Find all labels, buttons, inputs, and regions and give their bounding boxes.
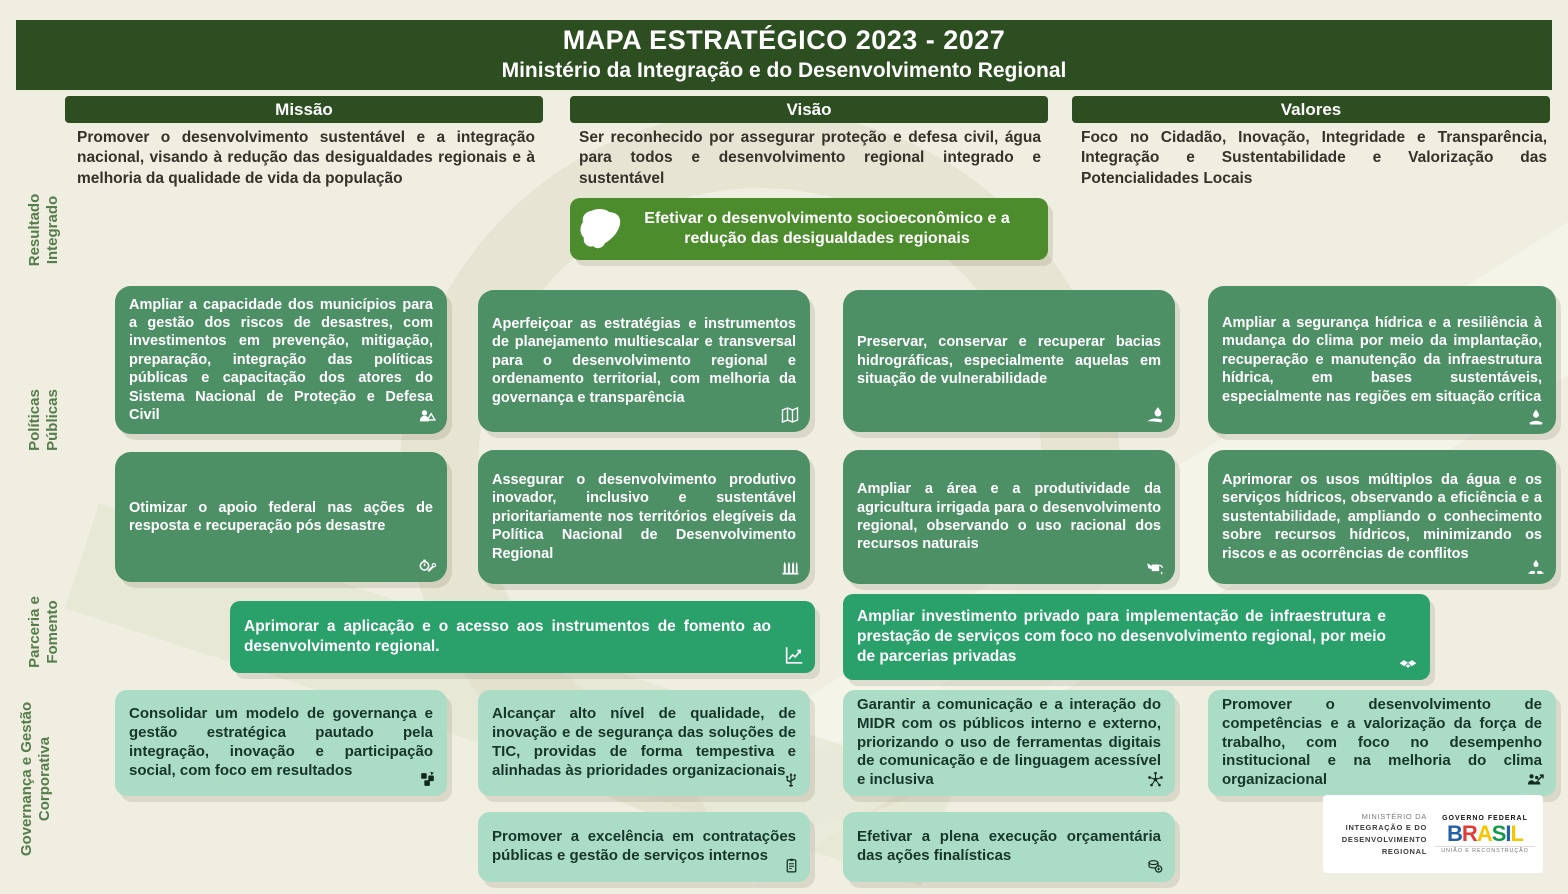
rescue-worker-icon — [417, 407, 437, 427]
ministry-line: DESENVOLVIMENTO — [1341, 835, 1427, 844]
objective-text: Preservar, conservar e recuperar bacias hidrográficas, especialmente aquelas em situação de vulnerabilidade — [857, 334, 1161, 388]
coins-icon — [1145, 857, 1165, 875]
objective-text: Ampliar a área e a produtividade da agricultura irrigada para o desenvolvimento regional, observando o uso racional dos recursos naturais — [857, 481, 1161, 553]
objective-card — [478, 290, 810, 432]
objective-card — [843, 450, 1175, 584]
missao-text: Promover o desenvolvimento sustentável e a integração nacional, visando à redução das desigualdades regionais e à melhoria da qualidade de vida da população — [77, 129, 535, 187]
handshake-icon — [1396, 653, 1420, 673]
page-subtitle: Ministério da Integração e do Desenvolvimento Regional — [501, 59, 1067, 82]
network-icon — [1146, 770, 1165, 789]
objective-text: Garantir a comunicação e a interação do MIDR com os públicos interno e externo, priorizando o uso de ferramentas digitais de comunicação e de linguagem acessível e inclusiva — [857, 695, 1161, 789]
stopwatch-wrench-icon — [417, 555, 437, 575]
objective-card — [1208, 690, 1556, 796]
objective-text: Ampliar investimento privado para implementação de infraestrutura e prestação de serviços com foco no desenvolvimento regional, por meio de parcerias privadas — [857, 608, 1386, 665]
objective-card — [843, 594, 1430, 680]
ministry-line: MINISTÉRIO DA — [1361, 811, 1427, 821]
drop-hand-icon — [1526, 407, 1546, 427]
objective-card — [478, 690, 810, 796]
uniao-reconstrucao-label: UNIÃO E RECONSTRUÇÃO — [1435, 846, 1535, 854]
line-chart-icon — [783, 644, 805, 666]
objective-text: Alcançar alto nível de qualidade, de inovação e de segurança das soluções de TIC, providas de forma tempestiva e alinhadas às prioridades organizacionais — [492, 705, 796, 779]
hands-water-drop-icon — [1526, 557, 1546, 577]
brazil-map-icon — [570, 208, 632, 250]
objective-card — [115, 690, 447, 796]
watering-can-icon — [1145, 557, 1165, 577]
objective-card — [843, 812, 1175, 882]
objective-text: Aprimorar a aplicação e o acesso aos instrumentos de fomento ao desenvolvimento regional. — [244, 618, 771, 655]
objective-card — [478, 812, 810, 882]
objective-card — [230, 601, 815, 673]
objective-text: Promover o desenvolvimento de competências e a valorização da força de trabalho, com foco no desempenho institucional e na melhoria do clima organizacional — [1222, 695, 1542, 789]
puzzle-icon — [418, 770, 437, 789]
brasil-wordmark: BRASIL — [1447, 820, 1523, 846]
valores-text: Foco no Cidadão, Inovação, Integridade e Transparência, Integração e Sustentabilidade e Valorização das Potencialidades Locais — [1081, 129, 1547, 187]
objective-text: Promover a excelência em contratações públicas e gestão de serviços internos — [492, 828, 796, 864]
integrated-result-card — [570, 198, 1048, 260]
objective-card — [115, 286, 447, 434]
objective-text: Assegurar o desenvolvimento produtivo inovador, inclusivo e sustentável prioritariamente nos territórios elegíveis da Política Nacional de Desenvolvimento Regional — [492, 471, 796, 562]
objective-text: Efetivar a plena execução orçamentária das ações finalísticas — [857, 828, 1161, 864]
perspective-label-politicas-publicas: Políticas Públicas — [26, 389, 61, 451]
ministry-logo — [1331, 811, 1427, 858]
visao-header: Visão — [570, 96, 1048, 123]
ministry-line: INTEGRAÇÃO E DO — [1345, 823, 1427, 833]
objective-text: Aperfeiçoar as estratégias e instrumentos de planejamento multiescalar e transversal para o desenvolvimento regional e ordenamento territorial, com melhoria da governança e transparência — [492, 315, 796, 406]
objective-card — [1208, 286, 1556, 434]
visao-text: Ser reconhecido por assegurar proteção e defesa civil, água para todos e desenvolvimento regional integrado e sustentável — [579, 129, 1041, 187]
missao-header: Missão — [65, 96, 543, 123]
objective-text: Otimizar o apoio federal nas ações de resposta e recuperação pós desastre — [129, 499, 433, 534]
governo-federal-logo — [1435, 815, 1535, 854]
water-hand-icon — [1145, 405, 1165, 425]
ministry-line: REGIONAL — [1381, 846, 1427, 856]
objective-text: Ampliar a segurança hídrica e a resiliência à mudança do clima por meio da implantação, recuperação e manutenção da infraestrutura hídrica, em bases sustentáveis, especialmente nas regiões em situação crítica — [1222, 314, 1542, 405]
perspective-label-resultado-integrado: Resultado Integrado — [26, 193, 61, 267]
objective-card — [478, 450, 810, 584]
objective-card — [843, 290, 1175, 432]
industry-icon — [780, 557, 800, 577]
objective-text: Ampliar a capacidade dos municípios para a gestão dos riscos de desastres, com investimentos em prevenção, mitigação, preparação, integração das políticas públicas e capacitação dos atores do Sistema Nacional de Proteção e Defesa Civil — [129, 296, 433, 424]
workforce-growth-icon — [1525, 770, 1546, 789]
integrated-result-text: Efetivar o desenvolvimento socioeconômico e a redução das desigualdades regionais — [644, 210, 1010, 247]
perspective-label-parceria-fomento: Parceria e Fomento — [26, 596, 61, 668]
usb-icon — [782, 771, 800, 789]
perspective-label-governanca: Governança e Gestão Corporativa — [18, 701, 53, 857]
header-banner — [16, 20, 1552, 90]
governo-federal-label: GOVERNO FEDERAL — [1442, 814, 1528, 822]
page-title: MAPA ESTRATÉGICO 2023 - 2027 — [562, 25, 1006, 55]
objective-card — [115, 452, 447, 582]
clipboard-icon — [783, 856, 800, 875]
footer-logo-area — [1323, 795, 1543, 873]
objective-text: Consolidar um modelo de governança e gestão estratégica pautado pela integração, inovação e participação social, com foco em resultados — [129, 705, 433, 779]
map-icon — [780, 405, 800, 425]
valores-header: Valores — [1072, 96, 1550, 123]
objective-card — [843, 690, 1175, 796]
objective-text: Aprimorar os usos múltiplos da água e os serviços hídricos, observando a eficiência e a sustentabilidade, ampliando o conhecimento sobre recursos hídricos, minimizando os riscos e as ocorrências de conflitos — [1222, 471, 1542, 562]
objective-card — [1208, 450, 1556, 584]
